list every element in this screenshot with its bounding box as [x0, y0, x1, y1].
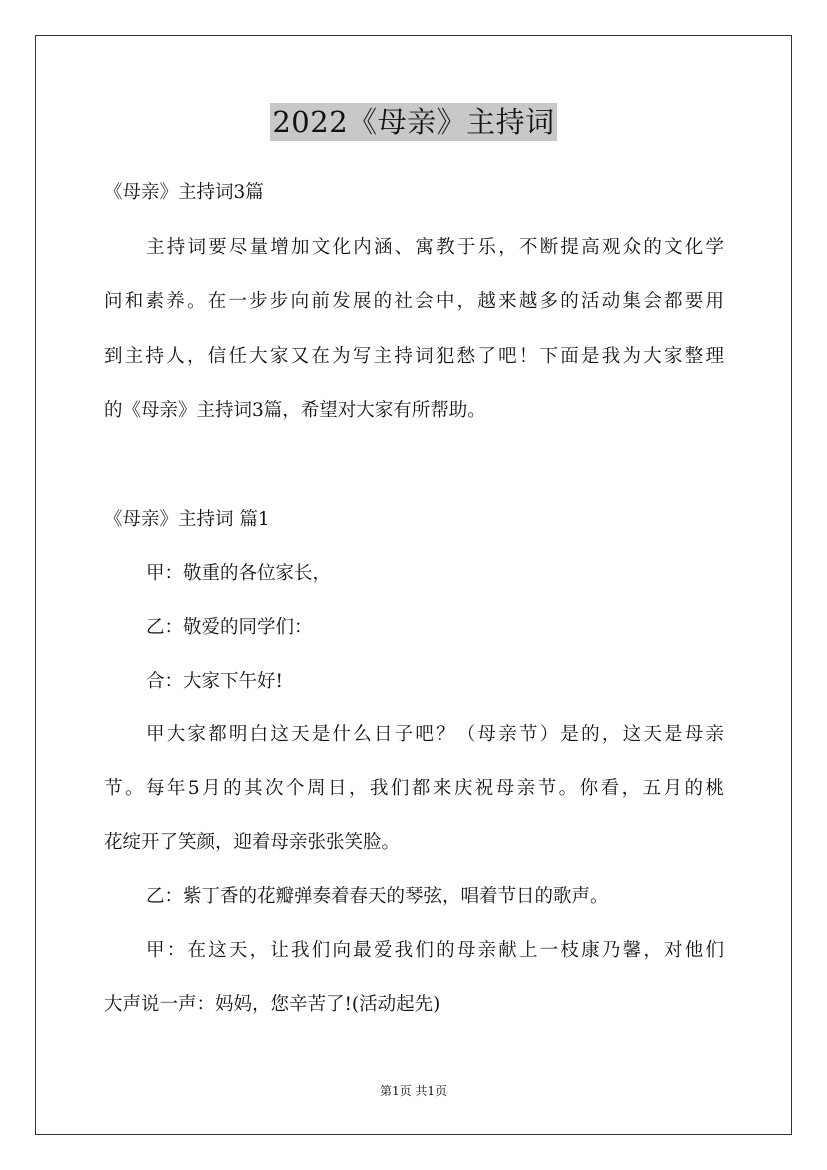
document-title: 2022《母亲》主持词: [272, 105, 555, 139]
paragraph-line-2: 节。每年5月的其次个周日，我们都来庆祝母亲节。你看，五月的桃: [104, 778, 724, 799]
intro-line-4: 的《母亲》主持词3篇，希望对大家有所帮助。: [104, 400, 486, 421]
subtitle-line: 《母亲》主持词3篇: [104, 182, 264, 203]
paragraph-line-4: 甲：在这天，让我们向最爱我们的母亲献上一枝康乃馨，对他们: [146, 940, 724, 961]
paragraph-line-5: 大声说一声：妈妈，您辛苦了!(活动起先): [104, 994, 441, 1015]
section-heading: 《母亲》主持词 篇1: [104, 509, 270, 530]
title-container: [0, 103, 827, 141]
intro-line-3: 到主持人，信任大家又在为写主持词犯愁了吧！下面是我为大家整理: [104, 346, 724, 367]
dialogue-line-1: 甲：敬重的各位家长，: [146, 563, 332, 584]
intro-line-1: 主持词要尽量增加文化内涵、寓教于乐，不断提高观众的文化学: [146, 237, 724, 258]
dialogue-line-3: 合：大家下午好!: [146, 671, 283, 692]
dialogue-line-2: 乙：敬爱的同学们：: [146, 617, 313, 638]
paragraph-line-1: 甲大家都明白这天是什么日子吧？（母亲节）是的，这天是母亲: [146, 724, 724, 745]
dialogue-line-4: 乙：紫丁香的花瓣弹奏着春天的琴弦，唱着节日的歌声。: [146, 886, 609, 907]
page-footer: 第1页 共1页: [379, 1084, 448, 1098]
intro-line-2: 问和素养。在一步步向前发展的社会中，越来越多的活动集会都要用: [104, 291, 724, 312]
paragraph-line-3: 花绽开了笑颜，迎着母亲张张笑脸。: [104, 832, 401, 853]
